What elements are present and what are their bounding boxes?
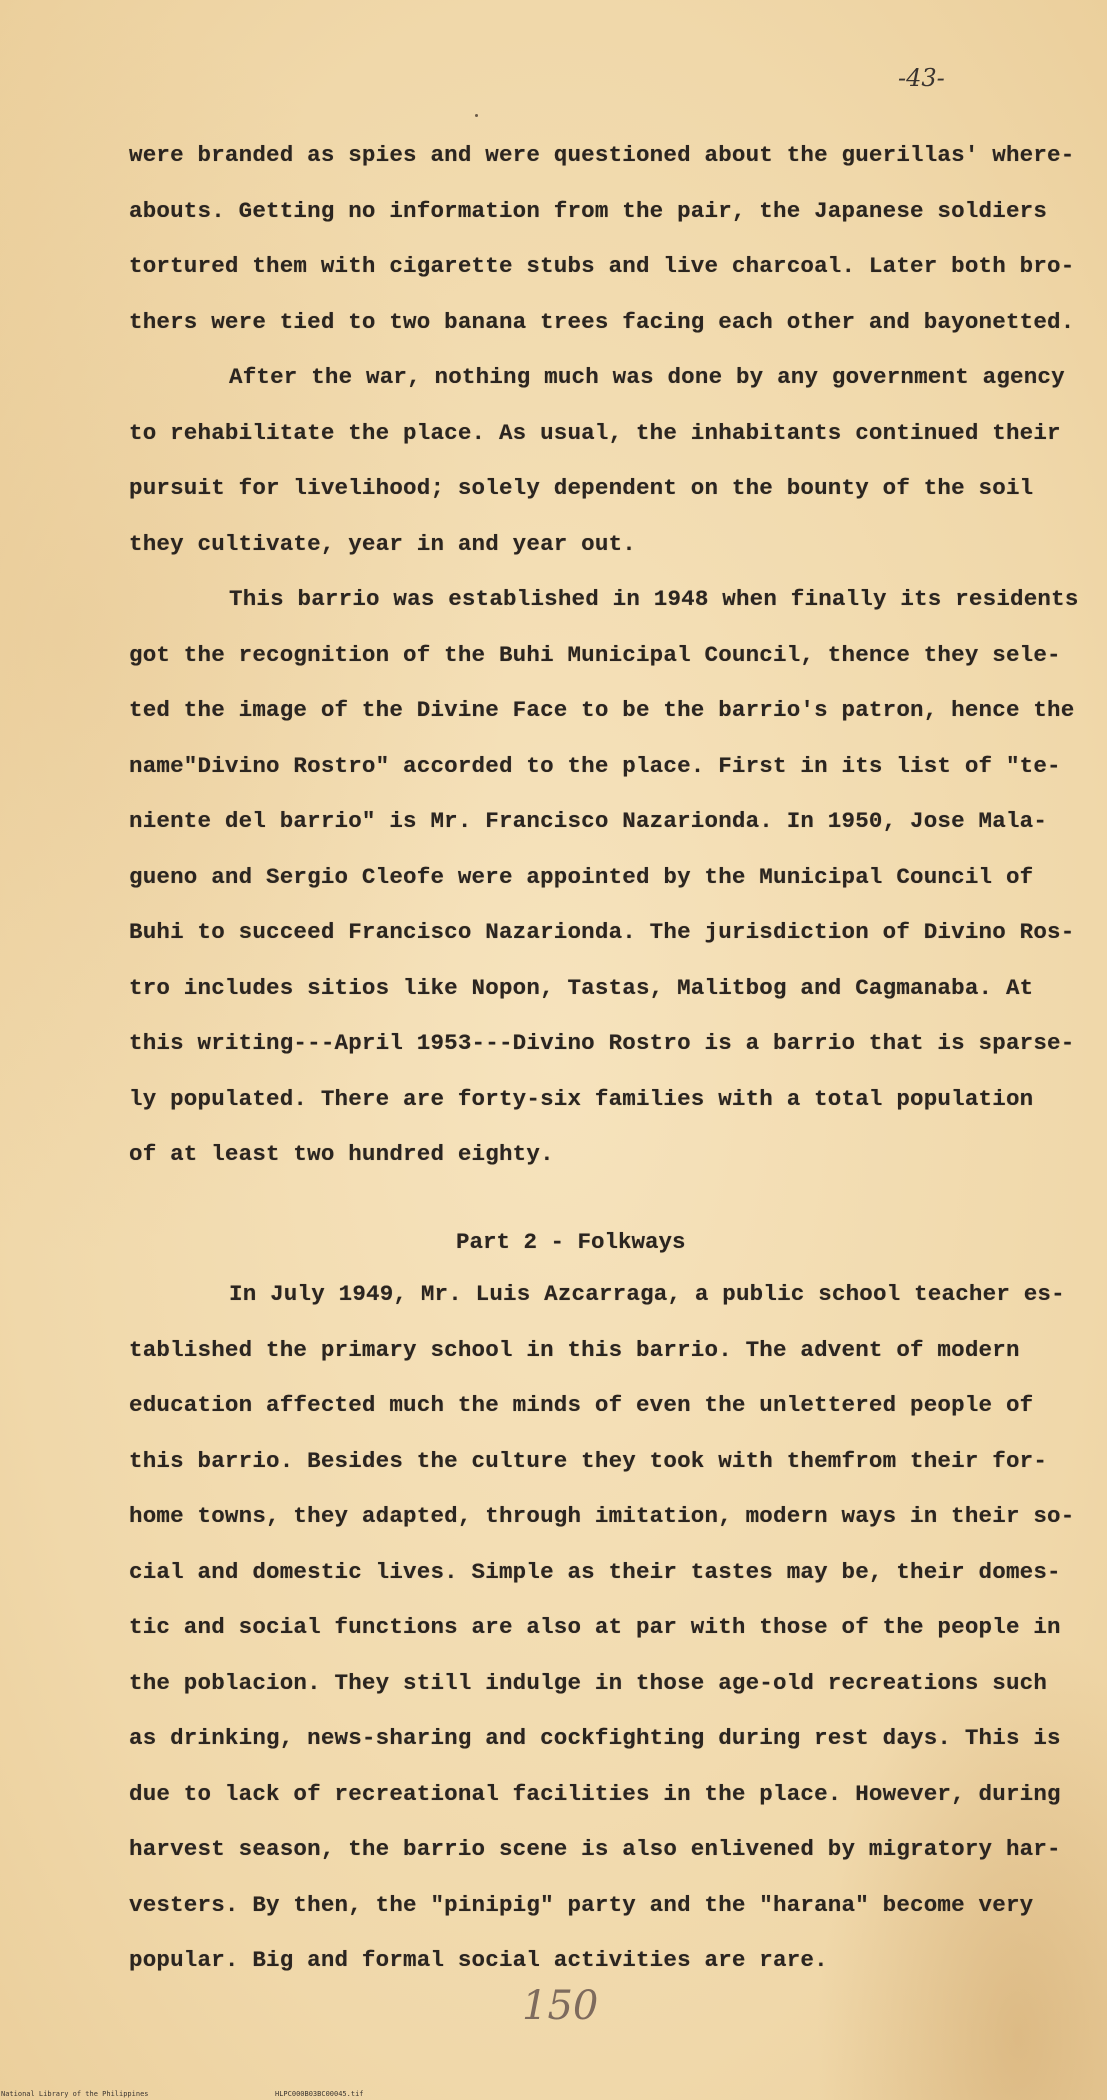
text-line: of at least two hundred eighty.	[129, 1141, 554, 1167]
text-line: After the war, nothing much was done by any government agency	[229, 364, 1065, 390]
text-line: gueno and Sergio Cleofe were appointed by the Municipal Council of	[129, 863, 1034, 890]
text-line: This barrio was established in 1948 when finally its residents	[229, 586, 1079, 612]
text-line: harvest season, the barrio scene is also enlivened by migratory har-	[129, 1836, 1061, 1862]
paragraph	[129, 350, 1089, 572]
text-line: abouts. Getting no information from the pair, the Japanese soldiers	[129, 197, 1048, 224]
text-line: ly populated. There are forty-six families with a total population	[129, 1085, 1034, 1112]
text-line: name"Divino Rostro" accorded to the place. First in its list of "te-	[129, 752, 1061, 779]
text-line: Buhi to succeed Francisco Nazarionda. The jurisdiction of Divino Ros-	[129, 919, 1075, 945]
handwritten-page-number: 150	[522, 1983, 599, 2029]
text-line: tic and social functions are also at par with those of the people in	[129, 1614, 1061, 1640]
text-line: they cultivate, year in and year out.	[129, 530, 636, 557]
text-line: thers were tied to two banana trees facing each other and bayonetted.	[129, 308, 1075, 335]
text-line: the poblacion. They still indulge in those age-old recreations such	[129, 1669, 1048, 1696]
paragraph	[129, 1267, 1089, 1989]
section-heading: Part 2 - Folkways	[456, 1229, 686, 1255]
text-line: as drinking, news-sharing and cockfighting during rest days. This is	[129, 1725, 1061, 1751]
paragraph	[129, 572, 1089, 1183]
text-line: tablished the primary school in this barrio. The advent of modern	[129, 1336, 1020, 1363]
text-line: vesters. By then, the "pinipig" party and the "harana" become very	[129, 1891, 1034, 1918]
text-line: to rehabilitate the place. As usual, the inhabitants continued their	[129, 419, 1061, 446]
body-text-bottom	[129, 1267, 1089, 1989]
text-line: tro includes sitios like Nopon, Tastas, Malitbog and Cagmanaba. At	[129, 974, 1034, 1001]
text-line: In July 1949, Mr. Luis Azcarraga, a public school teacher es-	[229, 1281, 1065, 1307]
paragraph	[129, 128, 1089, 350]
text-line: education affected much the minds of even the unlettered people of	[129, 1392, 1034, 1418]
text-line: this writing---April 1953---Divino Rostro is a barrio that is sparse-	[129, 1030, 1075, 1056]
text-line: popular. Big and formal social activities are rare.	[129, 1947, 828, 1973]
text-line: this barrio. Besides the culture they took with themfrom their for-	[129, 1447, 1048, 1474]
footer-filename: HLPC000B03BC00045.tif	[275, 2090, 364, 2098]
text-line: niente del barrio" is Mr. Francisco Nazarionda. In 1950, Jose Mala-	[129, 808, 1048, 834]
text-line: tortured them with cigarette stubs and live charcoal. Later both bro-	[129, 253, 1075, 279]
text-line: due to lack of recreational facilities in the place. However, during	[129, 1780, 1061, 1807]
text-line: were branded as spies and were questioned about the guerillas' where-	[129, 142, 1075, 168]
text-line: home towns, they adapted, through imitation, modern ways in their so-	[129, 1503, 1075, 1529]
page-number: -43-	[898, 64, 945, 92]
footer-library-credit: National Library of the Philippines	[1, 2090, 149, 2098]
ink-speck	[475, 114, 478, 117]
text-line: cial and domestic lives. Simple as their tastes may be, their domes-	[129, 1558, 1061, 1585]
text-line: got the recognition of the Buhi Municipal Council, thence they sele-	[129, 641, 1061, 668]
text-line: pursuit for livelihood; solely dependent on the bounty of the soil	[129, 475, 1034, 501]
body-text-top	[129, 128, 1089, 1183]
text-line: ted the image of the Divine Face to be the barrio's patron, hence the	[129, 697, 1075, 723]
